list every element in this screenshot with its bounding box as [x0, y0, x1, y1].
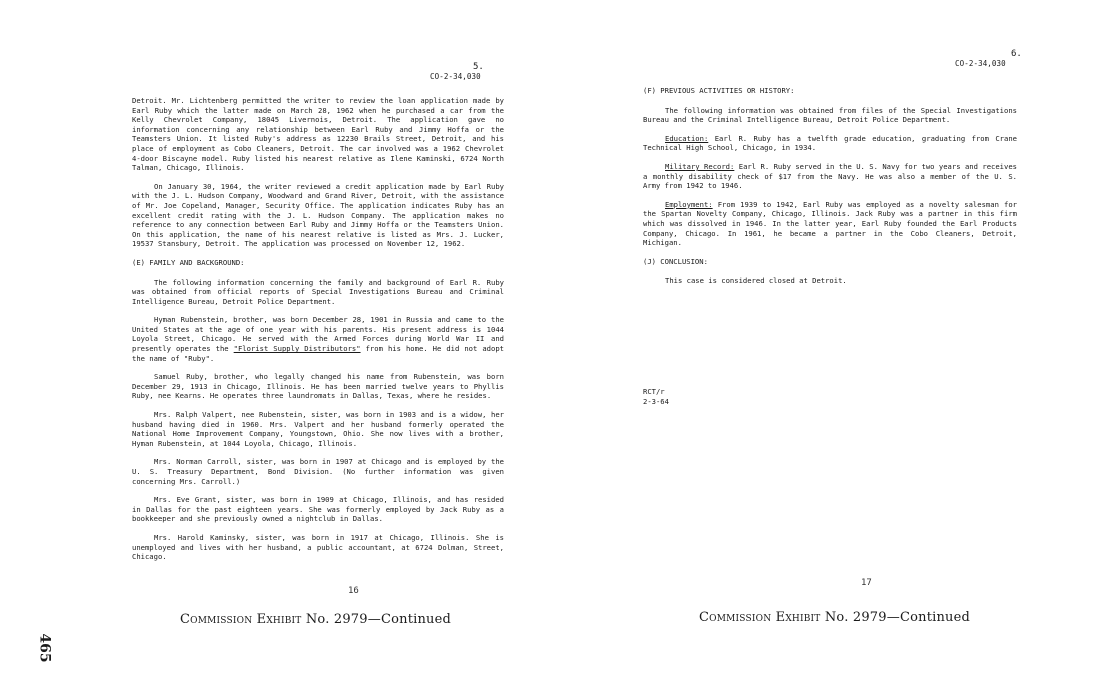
employment-label: Employment: — [665, 199, 713, 209]
section-heading-family: (E) FAMILY AND BACKGROUND: — [132, 257, 245, 267]
caption-exhibit-label: Commission Exhibit — [699, 610, 821, 625]
paragraph-loan-application: Detroit. Mr. Lichtenberg permitted the writer to review the loan application made by Earl Ruby which the latter made on March 28, 1962 when he purchased a car from the Kelly Chevrolet Company, 18045 Livernois, Detroit. The application gave no information concerning any relationship between Earl Ruby and Jimmy Hoffa or the Teamsters Union. It listed Ruby's address as 12230 Brails Street, Detroit, and his place of employment as Cobo Cleaners, Detroit. The car involved was a 1962 Chevrolet 4-door Biscayne model. Ruby listed his nearest relative as Ilene Kaminski, 6724 North Talman, Chicago, Illinois. — [132, 96, 504, 173]
paragraph-mrs-valpert: Mrs. Ralph Valpert, nee Rubenstein, sister, was born in 1903 and is a widow, her husband having died in 1960. Mrs. Valpert and her husband formerly operated the National Home Improvement Company, Youngstown, Ohio. She now lives with a brother, Hyman Rubenstein, at 1044 Loyola, Chicago, Illinois. — [132, 410, 504, 448]
initials: RCT/r — [643, 387, 665, 396]
employment-text: From 1939 to 1942, Earl Ruby was employed as a novelty salesman for the Spartan Novelty Company, Chicago, Illinois. Jack Ruby was a partner in this firm which was dissolved in 1946. In the latter year, Earl Ruby founded the Earl Products Company, Chicago. In 1961, he became a partner in the Cobo Cleaners, Detroit, Michigan. — [643, 199, 1017, 248]
handwritten-page-number: 16 — [348, 586, 359, 596]
military-text: Earl R. Ruby served in the U. S. Navy for two years and receives a monthly disability check of $17 from the Navy. He was also a member of the U. S. Army from 1942 to 1946. — [643, 161, 1017, 191]
document-number: CO-2-34,030 — [955, 59, 1006, 68]
military-label: Military Record: — [665, 161, 735, 171]
handwritten-page-number: 17 — [861, 578, 872, 588]
page-number: 5. — [473, 62, 484, 72]
florist-supply-underlined: "Florist Supply Distributors" — [233, 344, 361, 354]
paragraph-credit-application: On January 30, 1964, the writer reviewed a credit application made by Earl Ruby with the J. L. Hudson Company, Woodward and Grand River, Detroit, with the assistance of Mr. Joe Copeland, Manager, Security Office. The application indicates Ruby has an excellent credit rating with the J. L. Hudson Company. The application makes no reference to any connection between Earl Ruby and Jimmy Hoffa or the Teamsters Union. On this application, the name of his nearest relative is listed as Mrs. J. Lucker, 19537 Stansbury, Detroit. The application was processed on November 12, 1962. — [132, 181, 504, 249]
paragraph-mrs-carroll: Mrs. Norman Carroll, sister, was born in 1907 at Chicago and is employed by the U. S. Treasury Department, Bond Division. (No further information was given concerning Mrs. Carroll.) — [132, 457, 504, 486]
paragraph-employment — [643, 200, 1017, 248]
caption-exhibit-number: No. 2979—Continued — [820, 610, 971, 625]
paragraph-history-intro: The following information was obtained from files of the Special Investigations Bureau and the Criminal Intelligence Bureau, Detroit Police Department. — [643, 105, 1017, 125]
report-body — [643, 86, 1017, 295]
caption-exhibit-label: Commission Exhibit — [180, 612, 302, 627]
paragraph-samuel-ruby: Samuel Ruby, brother, who legally changed his name from Rubenstein, was born December 29, 1913 in Chicago, Illinois. He has been married twelve years to Phyllis Ruby, nee Kearns. He operates three laundromats in Dallas, Texas, where he resides. — [132, 372, 504, 401]
education-text: Earl R. Ruby has a twelfth grade education, graduating from Crane Technical High School, Chicago, in 1934. — [643, 133, 1017, 153]
hyman-text-1: Hyman Rubenstein, brother, was born December 28, 1901 in Russia and came to the United States at the age of one year with his parents. His present address is 1044 Loyola Street, Chicago. He served with the Armed Forces during World War II and presently operates the — [132, 315, 504, 354]
paragraph-education — [643, 134, 1017, 153]
paragraph-mrs-grant: Mrs. Eve Grant, sister, was born in 1909 at Chicago, Illinois, and has resided in Dallas for the past eighteen years. She was formerly employed by Jack Ruby as a bookkeeper and she previously owned a nightclub in Dallas. — [132, 495, 504, 524]
paragraph-mrs-kaminsky: Mrs. Harold Kaminsky, sister, was born in 1917 at Chicago, Illinois. She is unemployed and lives with her husband, a public accountant, at 6724 Dolman, Street, Chicago. — [132, 532, 504, 562]
paragraph-hyman-rubenstein — [132, 315, 504, 363]
typed-date: 2-3-64 — [643, 396, 669, 406]
education-label: Education: — [665, 133, 709, 143]
document-number: CO-2-34,030 — [430, 72, 481, 81]
section-heading-conclusion: (J) CONCLUSION: — [643, 256, 708, 266]
page-number: 6. — [1011, 49, 1022, 59]
hyman-text-2: from his home. He did not adopt the name of "Ruby". — [132, 344, 504, 363]
paragraph-conclusion: This case is considered closed at Detroit. — [665, 276, 847, 286]
right-page — [547, 0, 1094, 691]
section-heading-history: (F) PREVIOUS ACTIVITIES OR HISTORY: — [643, 86, 795, 95]
typist-initials — [643, 387, 669, 406]
exhibit-caption — [699, 610, 970, 625]
paragraph-family-intro: The following information concerning the family and background of Earl R. Ruby was obtained from official reports of Special Investigations Bureau and Criminal Intelligence Bureau, Detroit Police Department. — [132, 277, 504, 306]
caption-exhibit-number: No. 2979—Continued — [301, 612, 452, 627]
report-body — [132, 96, 504, 571]
side-page-number: 465 — [36, 633, 53, 663]
exhibit-caption — [180, 612, 451, 627]
paragraph-military — [643, 162, 1017, 191]
